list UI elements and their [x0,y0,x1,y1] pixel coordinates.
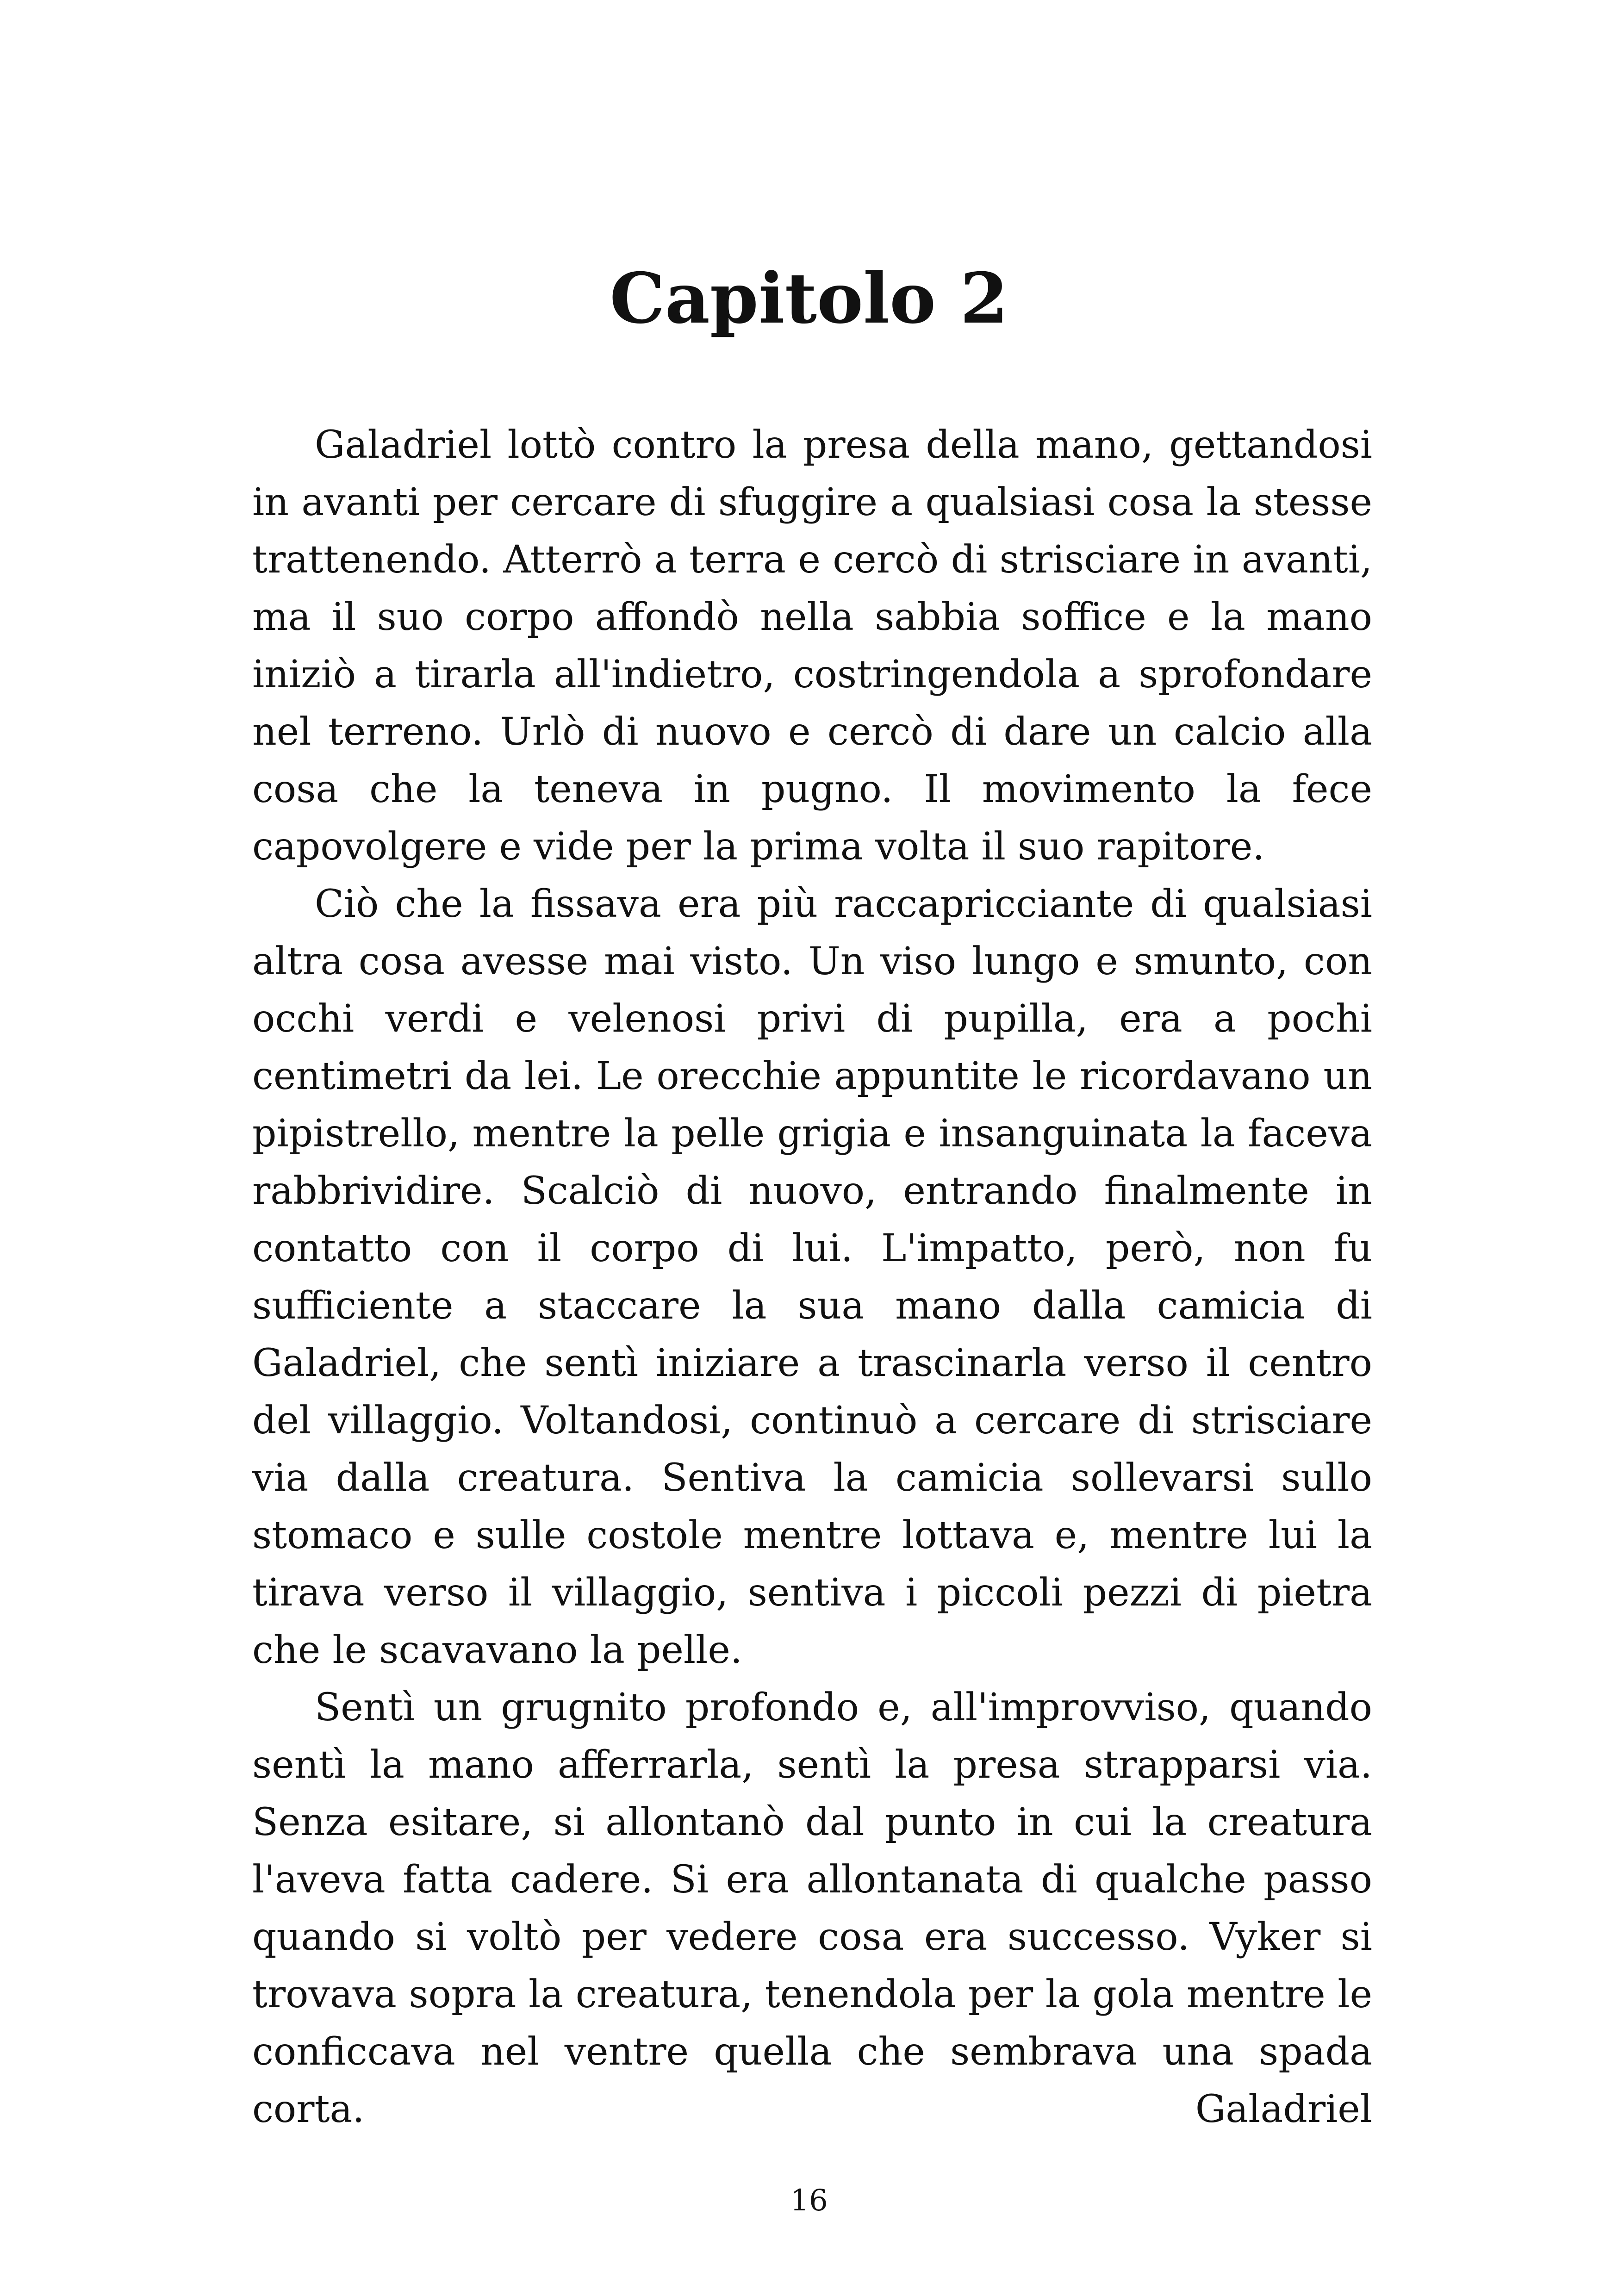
paragraph: Ciò che la fissava era più raccapricciante di qualsiasi altra cosa avesse mai visto. Un viso lungo e smunto, con occhi verdi e velenosi privi di pupilla, era a pochi centimetri da lei. Le orecchie appuntite le ricordavano un pipistrello, mentre la pelle grigia e insanguinata la faceva rabbrividire. Scalciò di nuovo, entrando finalmente in contatto con il corpo di lui. L'impatto, però, non fu sufficiente a staccare la sua mano dalla camicia di Galadriel, che sentì iniziare a trascinarla verso il centro del villaggio. Voltandosi, continuò a cercare di strisciare via dalla creatura. Sentiva la camicia sollevarsi sullo stomaco e sulle costole mentre lottava e, mentre lui la tirava verso il villaggio, sentiva i piccoli pezzi di pietra che le scavavano la pelle. [252,882,1372,1672]
chapter-body [252,417,1372,2138]
paragraph: Galadriel lottò contro la presa della mano, gettandosi in avanti per cercare di sfuggire a qualsiasi cosa la stesse trattenendo. Atterrò a terra e cercò di strisciare in avanti, ma il suo corpo affondò nella sabbia soffice e la mano iniziò a tirarla all'indietro, costringendola a sprofondare nel terreno. Urlò di nuovo e cercò di dare un calcio alla cosa che la teneva in pugno. Il movimento la fece capovolgere e vide per la prima volta il suo rapitore. [252,423,1372,869]
page-number: 16 [790,2184,828,2218]
paragraph: Sentì un grugnito profondo e, all'improvviso, quando sentì la mano afferrarla, sentì la presa strapparsi via. Senza esitare, si allontanò dal punto in cui la creatura l'aveva fatta cadere. Si era allontanata di qualche passo quando si voltò per vedere cosa era successo. Vyker si trovava sopra la creatura, tenendola per la gola mentre le conficcava nel ventre quella che sembrava una spada corta. Galadriel [252,1686,1372,2131]
chapter-title: Capitolo 2 [610,258,1008,339]
